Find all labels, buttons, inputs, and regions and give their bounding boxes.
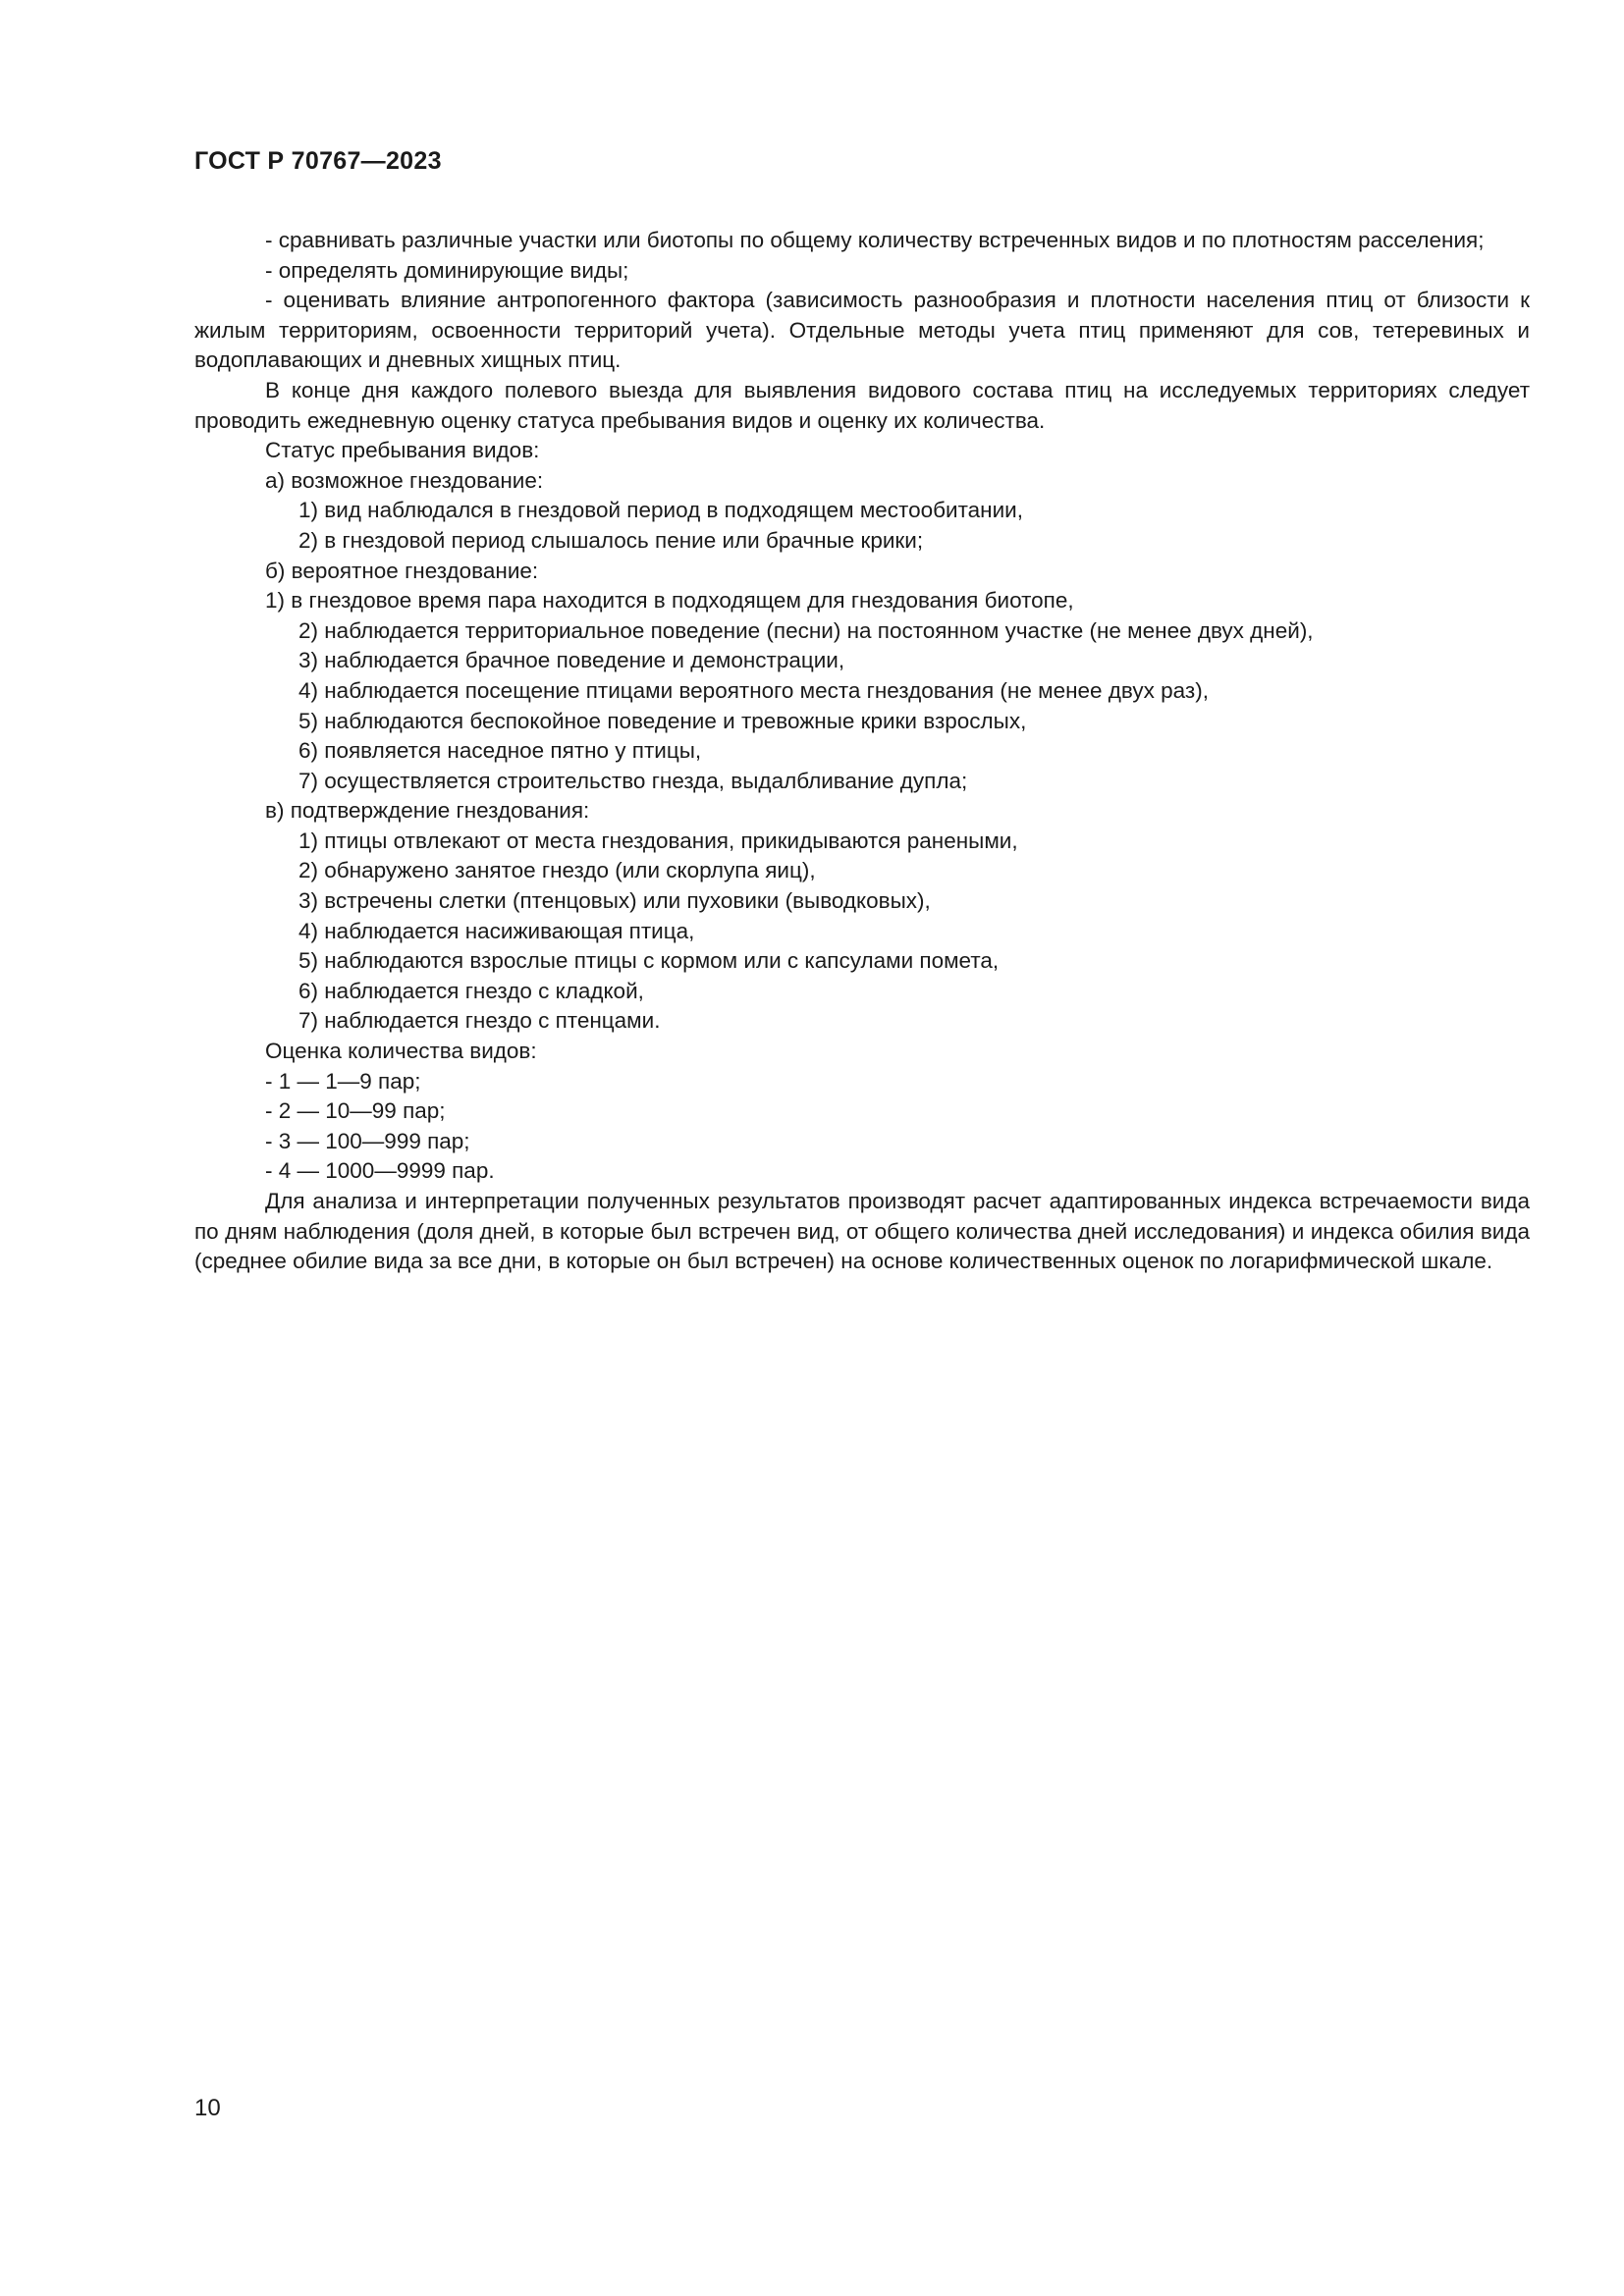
paragraph-daily-assessment: В конце дня каждого полевого выезда для выявления видового состава птиц на исследуемых территориях следует проводить ежедневную оценку статуса пребывания видов и оценку их количества. [194, 377, 1530, 433]
list-item: 2) обнаружено занятое гнездо (или скорлупа яиц), [298, 858, 816, 883]
group-a-title: а) возможное гнездование: [265, 467, 544, 493]
list-item: 5) наблюдаются беспокойное поведение и тревожные крики взрослых, [298, 708, 1027, 733]
list-item: 7) осуществляется строительство гнезда, выдалбливание дупла; [298, 768, 968, 793]
list-item: 3) наблюдается брачное поведение и демонстрации, [298, 648, 845, 673]
page-number: 10 [194, 2095, 221, 2121]
list-item: 2) в гнездовой период слышалось пение или брачные крики; [298, 527, 924, 553]
list-item: - 4 — 1000—9999 пар. [265, 1158, 495, 1184]
quantity-heading: Оценка количества видов: [265, 1039, 537, 1064]
list-item: 6) наблюдается гнездо с кладкой, [298, 978, 644, 1003]
group-b-title: б) вероятное гнездование: [265, 558, 539, 583]
paragraph-analysis: Для анализа и интерпретации полученных результатов производят расчет адаптированных индекса встречаемости вида по дням наблюдения (доля дней, в которые был встречен вид, от общего количества дней исследования) и индекса обилия вида (среднее обилие вида за все дни, в которые он был встречен) на основе количественных оценок по логарифмической шкале. [194, 1189, 1530, 1274]
list-item: 5) наблюдаются взрослые птицы с кормом или с капсулами помета, [298, 948, 1000, 974]
list-item: 1) вид наблюдался в гнездовой период в подходящем местообитании, [298, 498, 1023, 523]
status-heading: Статус пребывания видов: [265, 438, 540, 463]
paragraph-anthropogenic-factor: - оценивать влияние антропогенного фактора (зависимость разнообразия и плотности населения птиц от близости к жилым территориям, освоенности территорий учета). Отдельные методы учета птиц применяют для сов, тетеревиных и водоплавающих и дневных хищных птиц. [194, 288, 1530, 373]
list-item: 1) птицы отвлекают от места гнездования, прикидываются ранеными, [298, 828, 1018, 853]
paragraph-compare-biotopes: - сравнивать различные участки или биотопы по общему количеству встреченных видов и по плотностям расселения; [265, 228, 1485, 252]
list-item: - 3 — 100—999 пар; [265, 1128, 470, 1153]
list-item: 4) наблюдается посещение птицами вероятного места гнездования (не менее двух раз), [298, 677, 1209, 703]
list-item: 3) встречены слетки (птенцовых) или пуховики (выводковых), [298, 888, 931, 914]
list-item: - 2 — 10—99 пар; [265, 1098, 446, 1124]
list-item: 4) наблюдается насиживающая птица, [298, 918, 695, 943]
paragraph-dominant-species: - определять доминирующие виды; [265, 257, 629, 283]
list-item: 1) в гнездовое время пара находится в подходящем для гнездования биотопе, [265, 588, 1074, 614]
list-item: - 1 — 1—9 пар; [265, 1068, 421, 1094]
list-item: 2) наблюдается территориальное поведение (песни) на постоянном участке (не менее двух дней), [298, 617, 1314, 643]
list-item: 6) появляется наседное пятно у птицы, [298, 738, 702, 764]
document-body [194, 226, 1530, 1277]
list-item: 7) наблюдается гнездо с птенцами. [298, 1008, 661, 1034]
document-header: ГОСТ Р 70767—2023 [194, 147, 442, 175]
group-c-title: в) подтверждение гнездования: [265, 798, 590, 824]
